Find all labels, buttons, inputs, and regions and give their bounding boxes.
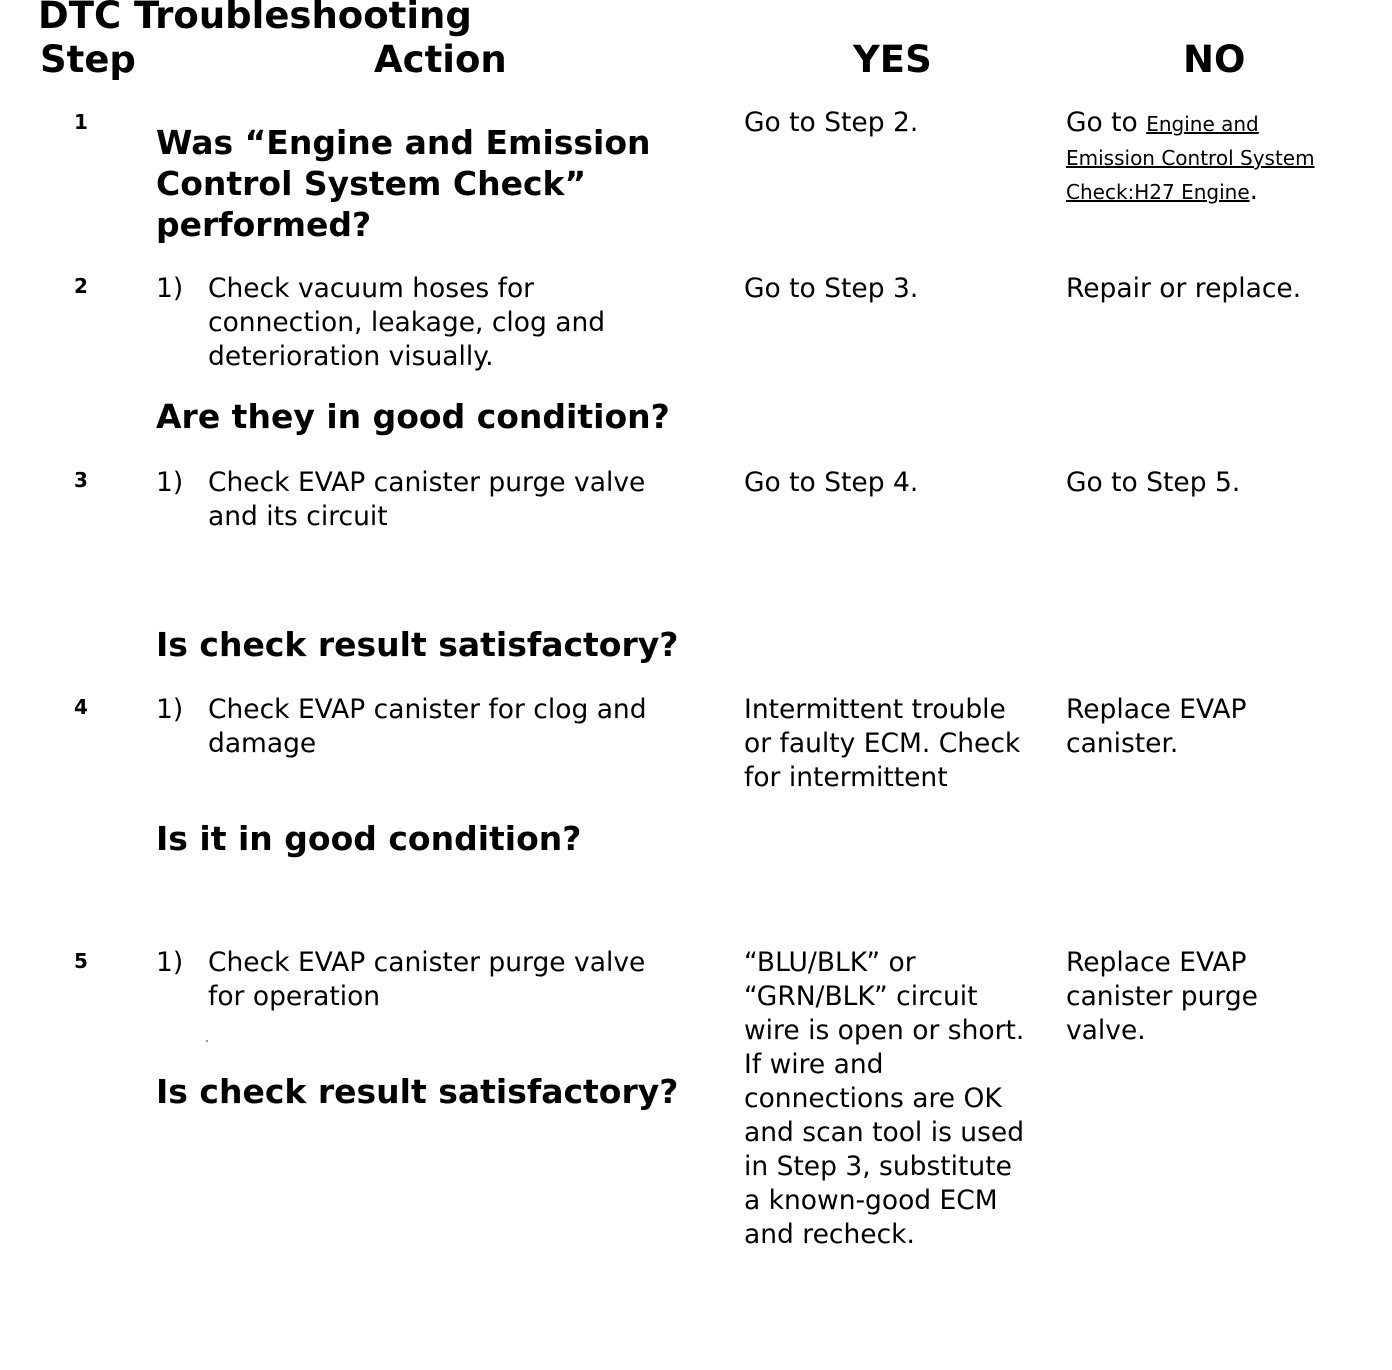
- yes-cell: Intermittent trouble or faulty ECM. Check for intermittent: [744, 694, 1021, 793]
- action-item-number: 1): [156, 273, 184, 304]
- action-item: [156, 946, 716, 1014]
- step-question: Was “Engine and Emission Control System Check” performed?: [156, 123, 651, 244]
- step-number: 4: [74, 695, 88, 719]
- no-cell: Repair or replace.: [1066, 273, 1302, 304]
- action-item: [156, 272, 716, 374]
- step-question: Are they in good condition?: [156, 397, 670, 436]
- header-step: Step: [40, 38, 136, 81]
- step-number: 5: [74, 949, 88, 973]
- action-item-number: 1): [156, 694, 184, 725]
- engine-emission-check-link[interactable]: Engine and Emission Control System Check:H27 Engine: [1066, 112, 1315, 204]
- header-yes: YES: [853, 38, 932, 81]
- step-question: Is check result satisfactory?: [156, 625, 679, 664]
- no-cell-suffix: .: [1249, 175, 1259, 206]
- yes-cell: Go to Step 2.: [744, 107, 919, 138]
- step-question: Is check result satisfactory?: [156, 1072, 679, 1111]
- header-no: NO: [1183, 38, 1246, 81]
- action-item-text: Check EVAP canister for clog and damage: [208, 694, 647, 759]
- action-item: [156, 693, 716, 761]
- step-number: 2: [74, 274, 88, 298]
- step-number: 3: [74, 468, 88, 492]
- action-item-text: Check vacuum hoses for connection, leakage, clog and deterioration visually.: [208, 273, 606, 372]
- yes-cell: Go to Step 4.: [744, 467, 919, 498]
- no-cell: Go to Step 5.: [1066, 467, 1241, 498]
- header-action: Action: [374, 38, 507, 81]
- action-item-text: Check EVAP canister purge valve and its circuit: [208, 467, 646, 532]
- action-item-number: 1): [156, 947, 184, 978]
- yes-cell: “BLU/BLK” or “GRN/BLK” circuit wire is open or short. If wire and connections are OK and scan tool is used in Step 3, substitute a known-good ECM and recheck.: [744, 947, 1025, 1250]
- action-item: [156, 466, 716, 534]
- page-title: DTC Troubleshooting: [38, 0, 472, 37]
- no-cell: Replace EVAP canister.: [1066, 694, 1247, 759]
- yes-cell: Go to Step 3.: [744, 273, 919, 304]
- no-cell: [1066, 106, 1346, 208]
- stray-dot: [206, 1040, 208, 1042]
- action-item-text: Check EVAP canister purge valve for operation: [208, 947, 646, 1012]
- action-item-number: 1): [156, 467, 184, 498]
- no-cell: Replace EVAP canister purge valve.: [1066, 947, 1258, 1046]
- no-cell-prefix: Go to: [1066, 107, 1138, 138]
- step-number: 1: [74, 110, 88, 134]
- step-question: Is it in good condition?: [156, 819, 582, 858]
